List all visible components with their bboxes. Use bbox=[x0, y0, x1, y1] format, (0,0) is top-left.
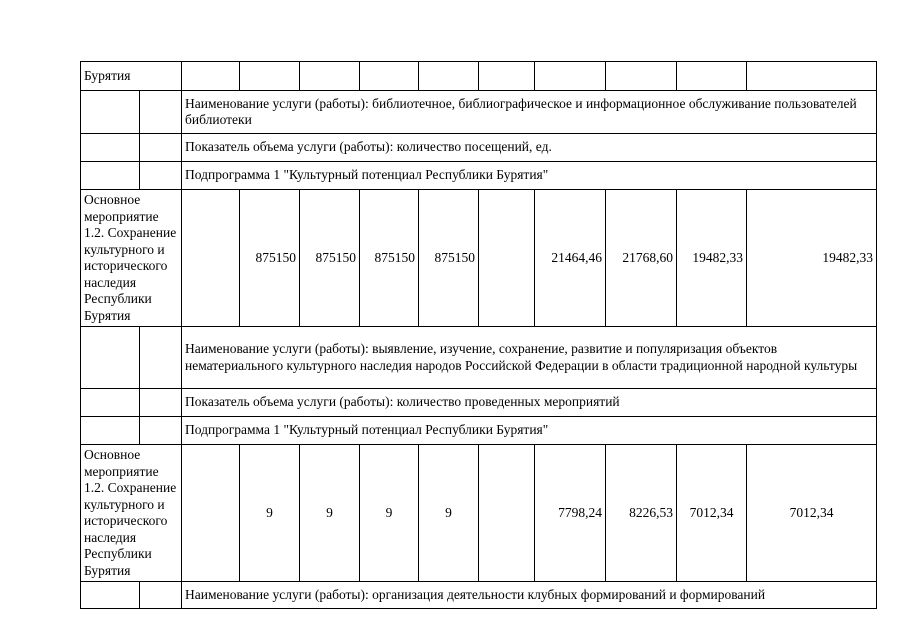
service-name-cell: Наименование услуги (работы): организация деятельности клубных формирований и формирований bbox=[182, 582, 877, 609]
region-cell: Бурятия bbox=[81, 62, 182, 91]
volume-value: 9 bbox=[360, 445, 419, 582]
finance-value: 7012,34 bbox=[747, 445, 877, 582]
table-row bbox=[81, 389, 877, 417]
finance-value: 7012,34 bbox=[677, 445, 747, 582]
finance-value: 19482,33 bbox=[677, 190, 747, 327]
table-row bbox=[81, 582, 877, 609]
service-name-cell: Наименование услуги (работы): выявление, изучение, сохранение, развитие и популяризация объектов нематериального культурного наследия народов Российской Федерации в области традиционной народной культуры bbox=[182, 327, 877, 389]
table-row bbox=[81, 134, 877, 162]
subprogram-cell: Подпрограмма 1 "Культурный потенциал Республики Бурятия" bbox=[182, 417, 877, 445]
table-row bbox=[81, 417, 877, 445]
finance-value: 7798,24 bbox=[535, 445, 606, 582]
finance-value: 8226,53 bbox=[606, 445, 677, 582]
table-row bbox=[81, 162, 877, 190]
table-row bbox=[81, 445, 877, 582]
table-row bbox=[81, 190, 877, 327]
table-row bbox=[81, 327, 877, 389]
volume-value: 875150 bbox=[240, 190, 300, 327]
table-row bbox=[81, 62, 877, 91]
volume-value: 875150 bbox=[360, 190, 419, 327]
volume-value: 9 bbox=[300, 445, 360, 582]
indicators-table bbox=[80, 61, 877, 609]
volume-value: 9 bbox=[419, 445, 479, 582]
volume-indicator-cell: Показатель объема услуги (работы): количество проведенных мероприятий bbox=[182, 389, 877, 417]
event-label-cell: Основное мероприятие 1.2. Сохранение культурного и исторического наследия Республики Бурятия bbox=[81, 190, 182, 327]
table-row bbox=[81, 91, 877, 134]
finance-value: 21464,46 bbox=[535, 190, 606, 327]
volume-value: 9 bbox=[240, 445, 300, 582]
volume-indicator-cell: Показатель объема услуги (работы): количество посещений, ед. bbox=[182, 134, 877, 162]
volume-value: 875150 bbox=[419, 190, 479, 327]
finance-value: 19482,33 bbox=[747, 190, 877, 327]
event-label-cell: Основное мероприятие 1.2. Сохранение культурного и исторического наследия Республики Бурятия bbox=[81, 445, 182, 582]
subprogram-cell: Подпрограмма 1 "Культурный потенциал Республики Бурятия" bbox=[182, 162, 877, 190]
finance-value: 21768,60 bbox=[606, 190, 677, 327]
volume-value: 875150 bbox=[300, 190, 360, 327]
service-name-cell: Наименование услуги (работы): библиотечное, библиографическое и информационное обслуживание пользователей библиотеки bbox=[182, 91, 877, 134]
